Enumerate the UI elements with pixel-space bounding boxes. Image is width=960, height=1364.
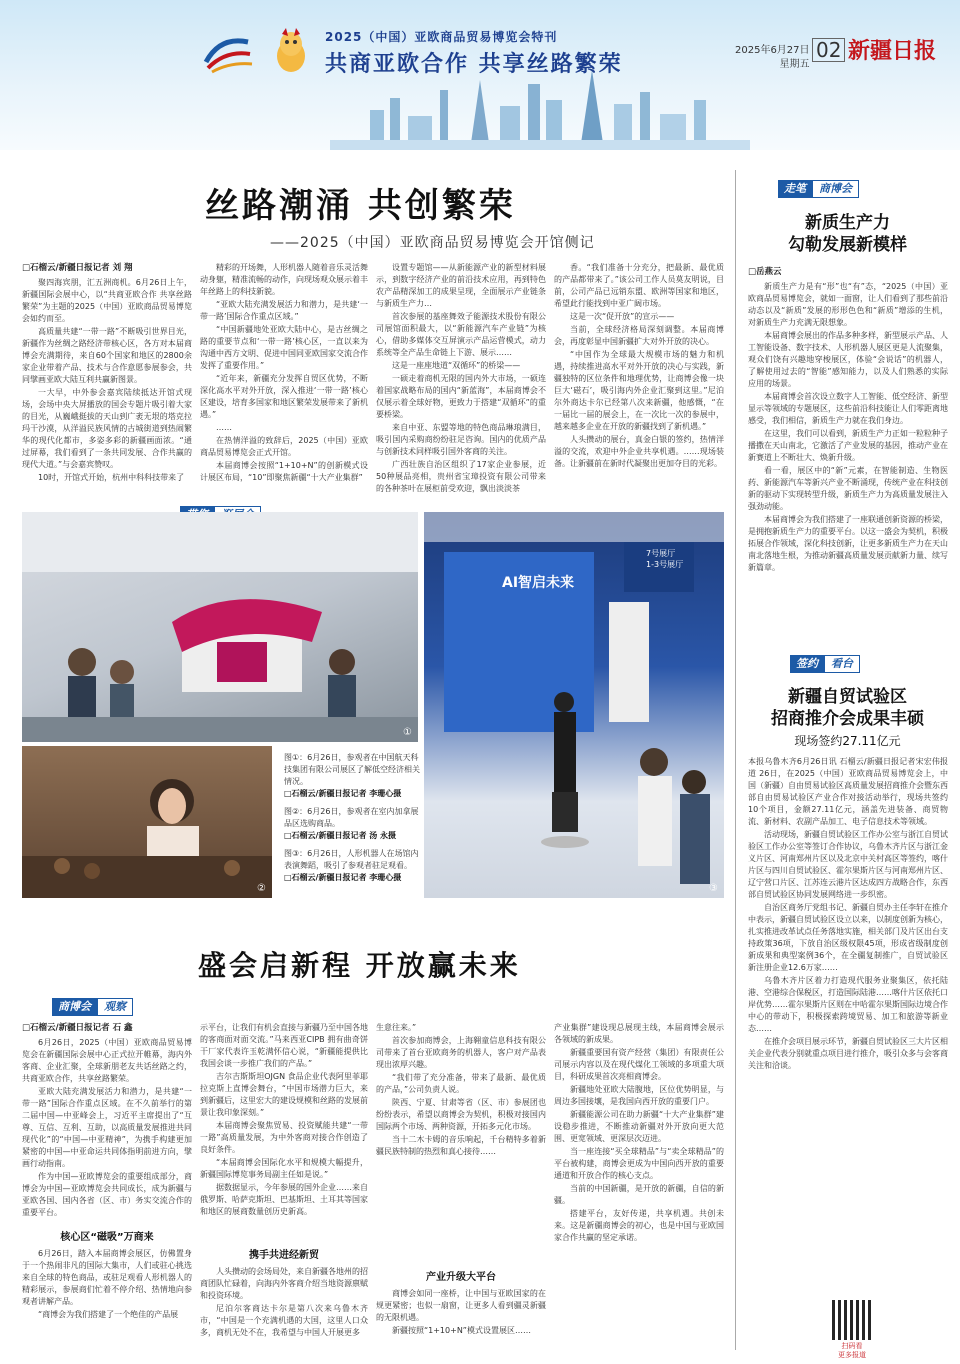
headline-line-1: 新质生产力 [805, 213, 890, 233]
paragraph: “我们带了充分准备，带来了最新、最优质的产品，”公司负责人说。 [376, 1073, 546, 1094]
headline-line-1: 新疆自贸试验区 [788, 687, 907, 707]
paragraph: 新疆地处亚欧大陆腹地，区位优势明显，与周边多国接壤，是我国向西开放的重要门户。 [554, 1085, 724, 1106]
ai-banner-text: AI智启未来 [502, 575, 575, 591]
photo-captions [284, 752, 420, 884]
lead-column-2 [200, 262, 368, 497]
masthead-titles [325, 28, 623, 78]
photo-2-illustration [22, 746, 272, 898]
paragraph: “中国新疆地处亚欧大陆中心，是古丝绸之路的重要节点和‘一带一路’核心区，一直以来为沟通中西方文明、促进中国同亚欧国家交流合作发挥了重要作用。” [200, 325, 368, 370]
paragraph: 6月26日，2025（中国）亚欧商品贸易博览会在新疆国际会展中心正式拉开帷幕，海内外客商、企业汇聚，全球新朋老友共话丝路之约，共商亚欧合作，共享丝路繁荣。 [22, 1038, 192, 1083]
paragraph: 作为中国—亚欧博览会的重要组成部分，商博会为中国—亚欧博览会共同成长，成为新疆与亚欧各国、国内各省（区、市）务实交流合作的重要平台。 [22, 1172, 192, 1217]
commentary-byline: □岳燕云 [748, 267, 782, 277]
paragraph: 新疆能源公司在助力新疆“十大产业集群”建设稳步推进，不断推动新疆对外开放向更大范围、更宽领域、更深层次迈进。 [554, 1110, 724, 1143]
paragraph: 亚欧大陆充满发展活力和潜力，是共建“一带一路”国际合作重点区域。在不久前举行的第二届中国—中亚峰会上，习近平主席提出了“互尊、互信、互利、互助，以高质量发展推进共同现代化”的“中国—中亚精神”，为携手构建更加紧密的中国—中亚命运共同体指明前进方向，擘画行动指南。 [22, 1087, 192, 1168]
second-headline: 盛会启新程 开放赢未来 [198, 949, 521, 982]
paragraph: …… [216, 423, 232, 432]
paragraph: 当前的中国新疆，是开放的新疆，自信的新疆。 [554, 1184, 724, 1205]
second-column-3 [376, 1022, 546, 1258]
paragraph: 当前，全球经济格局深刻调整。本届商博会，再度彰显中国新疆扩大对外开放的决心。 [554, 325, 724, 346]
masthead [0, 0, 960, 150]
lead-column-3 [376, 262, 546, 497]
paragraph: 在推介会项目展示环节，新疆自贸试验区三大片区相关企业代表分别就重点项目进行推介，吸引众多与会客商关注和洽谈。 [748, 1037, 948, 1070]
photo-1-illustration [22, 512, 418, 742]
lead-subheadline: ——2025（中国）亚欧商品贸易博览会开馆侧记 [270, 235, 595, 251]
qr-label-line-1: 扫码看 [841, 1342, 863, 1350]
second-column-4 [554, 1022, 724, 1356]
photo-3 [424, 512, 724, 898]
paragraph: 据数据显示，今年参展的国外企业……来自俄罗斯、哈萨克斯坦、巴基斯坦、土耳其等国家和地区的展商数量创历史新高。 [200, 1183, 368, 1216]
paragraph: 首次参展的基座舞效子能源技术股份有限公司展馆面积最大，以“新能源汽车产业链”为核心，借助多媒体交互屏演示产品运营模式，动力系统等全产品生命链上下游、展示…… [376, 312, 546, 357]
commentary-tag [778, 180, 859, 198]
signing-subheadline: 现场签约27.11亿元 [794, 734, 901, 748]
tag-part-a: 商博会 [52, 998, 97, 1016]
paragraph: 产业集群”建设现总展现主线，本届商博会展示各领域的新成果。 [554, 1023, 724, 1044]
paragraph: 在热情洋溢的致辞后，2025（中国）亚欧商品贸易博览会正式开馆。 [200, 436, 368, 457]
signing-body [748, 756, 948, 1290]
paragraph: 本届商博会按照“1+10+N”的创新模式设计展区布局，“10”即聚焦新疆“十大产业集群” [200, 461, 368, 482]
paragraph: 搭建平台，友好传递，共享机遇。共创未来。这是新疆商博会的初心，也是中国与亚欧国家合作共赢的坚定承诺。 [554, 1209, 724, 1242]
signing-tag [790, 655, 860, 673]
paragraph: “商博会为我们搭建了一个绝佳的产品展 [38, 1310, 179, 1319]
mascot-horse-icon [268, 26, 314, 78]
paragraph: 一大早，中外参会嘉宾陆续抵达开馆式现场，会场中央大屏播放的国会专题片吸引着大家的目光，从巍峨挺拔的天山到广袤无垠的塔克拉玛干沙漠，从洋溢民族风情的古城街道到热闹繁华的现代化都市，多姿多彩的新疆画面浓。“通过屏幕，我们看到了一条共同发展、合作共赢的现代大道。”与会嘉宾赞叹。 [22, 388, 192, 469]
paragraph: “亚欧大陆充满发展活力和潜力，是共建‘一带一路’国际合作重点区域。” [200, 300, 368, 321]
signing-headline [745, 686, 950, 752]
hall-sign-line-1: 7号展厅 [646, 549, 676, 558]
paragraph: 在这里，我们可以看到，新质生产力正如一粒粒种子播撒在天山南北，它激活了产业发展的基因，推动产业在新赛道上不断壮大、焕新升级。 [748, 429, 948, 462]
caption-1-credit: □石榴云/新疆日报记者 李珊心摄 [284, 789, 402, 798]
tag-part-a: 走笔 [778, 180, 812, 198]
hall-sign-line-2: 1-3号展厅 [646, 560, 684, 569]
paragraph: 陕西、宁夏、甘肃等省（区、市）参展团也纷纷表示，希望以商博会为契机，积极对接国内国际两个市场、两种资源，开拓多元化市场。 [376, 1098, 546, 1131]
caption-2: 图②：6月26日，参观者在室内加拿展品区选购商品。 [284, 807, 419, 828]
tag-part-b: 观察 [97, 998, 133, 1016]
paragraph: 看一看，展区中的“新”元素，在智能制造、生物医药、新能源汽车等新兴产业不断涌现，传统产业在科技创新的驱动下实现转型升级，新质生产力为高质量发展注入强劲动能。 [748, 466, 948, 511]
paragraph: “本届商博会国际化水平和规模大幅提升，新疆国际博览事务局副主任如是说。” [200, 1158, 368, 1179]
caption-3: 图③：6月26日，人形机器人在场馆内表演舞蹈，吸引了参观者驻足观看。 [284, 849, 419, 870]
lead-column-4 [554, 262, 724, 497]
date-text: 2025年6月27日 [735, 45, 810, 56]
paragraph: 6月26日，踏入本届商博会展区，仿佛置身于一个热闹非凡的国际大集市，人们或驻心挑选来自全球的特色商品，或驻足观看人形机器人的精彩展示，参展商们忙着不停介绍、热情地向参观者讲解产品。 [22, 1249, 192, 1306]
caption-3-credit: □石榴云/新疆日报记者 李珊心摄 [284, 873, 402, 882]
lead-byline: □石榴云/新疆日报记者 刘 翔 [22, 263, 133, 273]
paragraph: 当一座连接“买全球精品”与“卖全球精品”的平台被构建，商博会更成为中国向西开放的重要通道和开放合作的核心支点。 [554, 1147, 724, 1180]
paragraph: 新质生产力是有“形”也“有”态，“2025（中国）亚欧商品贸易博览会，就如一面窗，让人们看到了那些前沿动态以及“新质”发展的形形色色和“新质”增添的生机，对新质生产力充满无限想象。 [748, 282, 948, 327]
page-number: 02 [812, 38, 845, 62]
second-byline: □石榴云/新疆日报记者 石 鑫 [22, 1023, 133, 1033]
commentary-body [748, 266, 948, 648]
second-subhead-3: 产业升级大平台 [426, 1272, 496, 1283]
photo-number: ① [403, 727, 412, 738]
signing-lead: 本报乌鲁木齐6月26日讯 石榴云/新疆日报记者宋宏伟报道 26日，在2025（中国）亚欧商品贸易博览会上，中国（新疆）自由贸易试验区高质量发展招商推介会暨东西部自由贸易试验区产业合作对接活动举行，现场共签约10个项目，金额27.11亿元，涵盖先进装备、商贸物流、新材料、农副产品加工、电子信息技术等领域。 [748, 757, 948, 826]
paragraph: 香。“我们准备十分充分，把最新、最优质的产品都带来了。”该公司工作人员莫友明说，目前，公司产品已远销东盟、欧洲等国家和地区，希望此行能找到中亚广阔市场。 [554, 263, 724, 308]
issue-date [735, 44, 810, 72]
paragraph: 新疆按照“1+10+N”模式设置展区…… [392, 1326, 531, 1335]
special-issue-title: 2025（中国）亚欧商品贸易博览会特刊 [325, 30, 558, 44]
second-column-2 [200, 1022, 368, 1230]
column-divider [735, 170, 736, 1350]
photo-1 [22, 512, 418, 742]
headline-line-2: 勾勒发展新模样 [788, 235, 907, 255]
paragraph: 人头攒动的会场局处，来自新疆各地州的招商团队忙碌着，向海内外客商介绍当地资源禀赋和投资环境。 [200, 1267, 368, 1300]
tag-part-a: 签约 [790, 655, 824, 673]
second-column-3b [376, 1288, 546, 1356]
second-column-1 [22, 1022, 192, 1222]
photo-number: ③ [709, 883, 718, 894]
second-column-2b [200, 1266, 368, 1356]
paragraph: 当十二木卡姆的音乐响起，千台精特多着新疆民族特制的热烈和真心接待…… [376, 1135, 546, 1156]
paragraph: 本届商博会展出的作品多种多样，新型展示产品、人工智能设备、数字技术、人形机器人展区更是人流聚集，观众们饶有兴趣地穿梭展区，体验“会说话”的机器人，了解使用过去的“智能”感知能力，以及人们熟悉的实际应用的场景。 [748, 331, 948, 388]
paragraph: 生意往来。” [376, 1023, 417, 1032]
paragraph: 新疆重要国有资产经营（集团）有限责任公司展示内容以及在现代煤化工领域的多项重大项目，科研成果首次亮相商博会。 [554, 1048, 724, 1081]
paragraph: 10时，开馆式开始，杭州中科科技带来了 [38, 473, 185, 482]
expo-logo-icon [200, 32, 256, 76]
qr-label [830, 1342, 874, 1360]
paragraph: 乌鲁木齐片区着力打造现代服务业聚集区，依托陆港、空港综合保税区，打造国际陆港……喀什片区依托口岸优势……霍尔果斯片区则在中哈霍尔果斯国际边境合作中心的带动下，积极探索跨境贸易、加工和旅游等新业态…… [748, 976, 948, 1033]
second-column-1b [22, 1248, 192, 1356]
hall-sign [646, 548, 683, 570]
paragraph: 吉尔吉斯斯坦OJGN 食品企业代表阿里菲耶拉克斯上直博会舞台，“中国市场潜力巨大，来到新疆后，这里宏大的建设规模和丝路的发展前景让我印象深刻。” [200, 1072, 368, 1117]
paragraph: 精彩的开场舞，人形机器人随着音乐灵活舞动身躯，精准流畅的动作，向现场观众展示着丰年丝路上的科技新貌。 [200, 263, 368, 296]
slogan-title: 共商亚欧合作 共享丝路繁荣 [325, 51, 623, 77]
caption-2-credit: □石榴云/新疆日报记者 汤 永摄 [284, 831, 397, 840]
paragraph: 人头攒动的展台，真金白银的签约，热情洋溢的交流，欢迎中外企业共享机遇。……现场装备。让新疆前在新时代凝聚出更加夺目的光彩。 [554, 435, 724, 468]
paragraph: 来自中亚、东盟等地的特色商品琳琅满目，吸引国内采购商纷纷驻足咨询。国内的优质产品与创新技术同样吸引国外客商的关注。 [376, 423, 546, 456]
qr-code[interactable] [832, 1300, 872, 1340]
paragraph: 本届商博会聚焦贸易、投资赋能共建“一带一路”高质量发展，为中外客商对接合作创造了良好条件。 [200, 1121, 368, 1154]
newspaper-brand: 新疆日报 [848, 38, 937, 64]
paragraph: 自治区商务厅党组书记、新疆自贸办主任李轩在推介中表示，新疆自贸试验区设立以来，以制度创新为核心，扎实推进改革试点任务落地实施，相关部门及片区出台支持政策36项，下放自治区级权限45项，形成省级制度创新成果和典型案例36个，在全疆复制推广，自贸试验区新注册企业12.6万家…… [748, 903, 948, 972]
paragraph: 聚四海宾朋，汇五洲商机。6月26日上午，新疆国际会展中心，以“共商亚欧合作 共享丝路繁荣”为主题的2025（中国）亚欧商品贸易博览会如约而至。 [22, 278, 192, 323]
paragraph: 首次参加商博会，上海翱童信息科技有限公司带来了首台亚欧商务的机器人，客户对产品表现出浓厚兴趣。 [376, 1036, 546, 1069]
tag-part-b: 看台 [824, 655, 860, 673]
paragraph: 高质量共建“一带一路”不断吸引世界目光，新疆作为丝绸之路经济带核心区，各方对本届商博会充满期待，来自60个国家和地区的2800余家企业带着产品、技术与合作意愿参展参会，共同擘画亚欧大陆互利共赢新图景。 [22, 327, 192, 384]
photo-2 [22, 746, 272, 898]
headline-line-2: 招商推介会成果丰硕 [771, 709, 924, 729]
caption-1: 图①：6月26日，参观者在中国航天科技集团有限公司展区了解低空经济相关情况。 [284, 753, 420, 786]
second-subhead-1: 核心区“磁吸”万商来 [60, 1232, 154, 1243]
paragraph: 尼泊尔客商达卡尔是第八次来乌鲁木齐市，“中国是一个充满机遇的大国，这里人口众多，商机无处不在，我希望与中国人开展更多 [200, 1304, 368, 1337]
paragraph: “近年来，新疆充分发挥自贸区优势，不断深化高水平对外开放，深入推进‘一带一路’核心区建设，培育多国家和地区繁荣发展带来了新机遇。” [200, 374, 368, 419]
paragraph: 本届商博会首次设立数字人工智能、低空经济、新型显示等领域的专题展区，这些前沿科技能让人们零距离地感受，我们相信，新质生产力就在我们身边。 [748, 392, 948, 425]
photo-number: ② [257, 883, 266, 894]
lead-column-1 [22, 262, 192, 497]
lead-headline: 丝路潮涌 共创繁荣 [205, 186, 516, 226]
weekday-text: 星期五 [779, 59, 810, 70]
qr-label-line-2: 更多报道 [838, 1351, 866, 1359]
commentary-headline [745, 212, 950, 256]
paragraph: 设置专题馆——从新能源产业的新型材料展示，到数字经济产业的前沿技术应用，再到特色农产品精深加工的成果呈现，全面展示产业链条与新质生产力… [376, 263, 546, 308]
city-skyline-illustration [330, 70, 750, 150]
paragraph: 本届商博会为我们搭建了一座联通创新资源的桥梁，是拥抱新质生产力的重要平台。以这一盛会为契机，积极拓展合作领域，深化科技创新，让更多新质生产力在天山南北落地生根，为推动新疆高质量发展贡献新力量、续写新篇章。 [748, 515, 948, 572]
paragraph: 这是一座座地道“双循环”的桥梁—— [392, 361, 521, 370]
tag-part-b: 商博会 [812, 180, 859, 198]
second-tag [52, 998, 133, 1016]
paragraph: 商博会如同一座桥，让中国与亚欧国家的在规更紧密；也似一扇窗，让更多人看到疆灵新疆的无限机遇。 [376, 1289, 546, 1322]
second-subhead-2: 携手共进经新贸 [249, 1250, 319, 1261]
paragraph: 活动现场，新疆自贸试验区工作办公室与浙江自贸试验区工作办公室等签订合作协议，乌鲁木齐片区与浙江金义片区、河南郑州片区以及北京中关村高区等签约，喀什片区与四川自贸试验区、霍尔果斯片区与河南郑州片区、辽宁营口片区、江苏连云港片区达成四方战略合作，东西部自贸试验区协同发展网络进一步织密。 [748, 830, 948, 899]
paragraph: 这是一次“促开放”的宣示—— [570, 312, 675, 321]
paragraph: 广西壮族自治区组织了17家企业参展，近50种展品亮相，贵州省宝璋投资有限公司带来的各种茶叶在展柜前受欢迎，飘出淡淡茶 [376, 460, 546, 493]
paragraph: 一硕走着商机无限的国内外大市场，一硕连着国家战略布局的国内“新蓝海”，本届商博会不仅展示着全球好物，更致力于搭建“双循环”的重要桥梁。 [376, 374, 546, 419]
paragraph: 示平台，让我们有机会直接与新疆乃至中国各地的客商面对面交流。”马来西亚CIPB 拥有曲奇饼干厂家代表许玉乾满怀信心说，“新疆能提供比我国会谈一步推广我们的产品。” [200, 1023, 368, 1068]
paragraph: “中国作为全球最大规模市场的魅力和机遇，持续推进高水平对外开放的决心与实践，新疆独特的区位条件和地理优势，让商博会像一块巨大‘磁石’，吸引海内外企业汇聚到这里。”尼泊尔外商达卡尔已经第八次来新疆，他感慨，“在一届比一届的展会上，在一次比一次的参展中，越来越多企业在开放的新疆找到了新机遇。” [554, 350, 724, 431]
